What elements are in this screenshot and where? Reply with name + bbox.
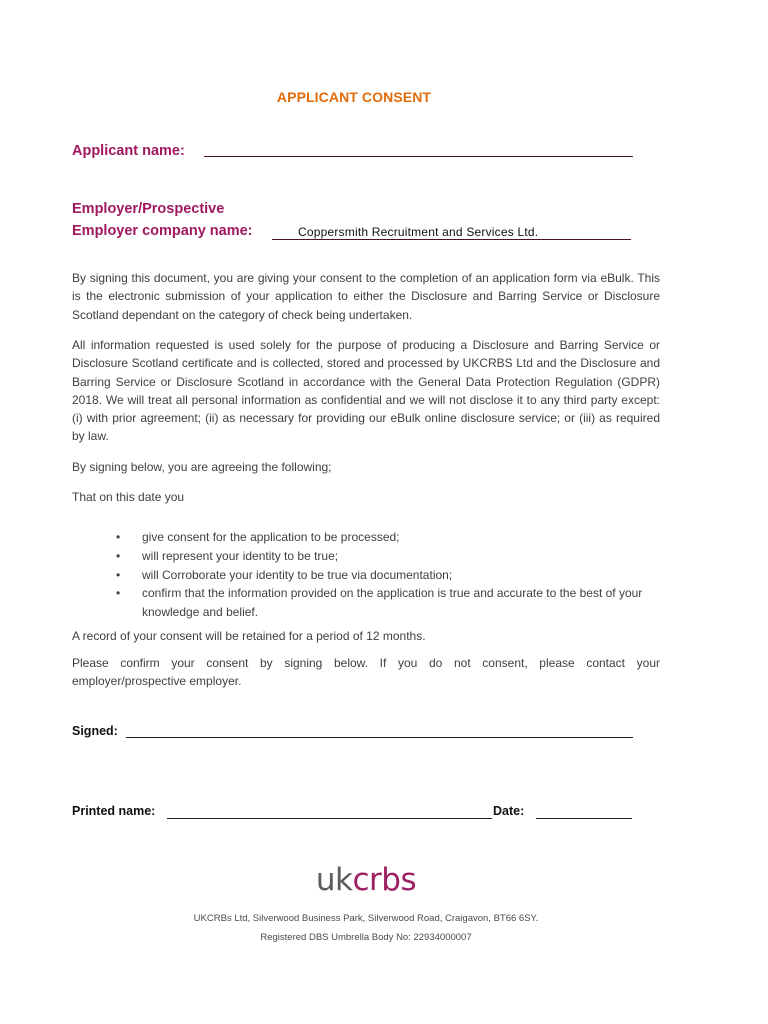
paragraph-data-use: All information requested is used solely for the purpose of producing a Disclosure and Barring Service or Disclosure Scotland certificate and is collected, stored and processed by UKCRBS Ltd and the Disclosure and Barring Service or Disclosure Scotland in accordance with the General Data Protection Regulation (GDPR) 2018. We will treat all personal information as confidential and we will not disclose it to any third party except: (i) with prior agreement; (ii) as necessary for providing our eBulk online disclosure service; or (iii) as required by law. <box>72 338 660 444</box>
logo-crbs-text: crbs <box>352 862 417 898</box>
paragraph-confirm: Please confirm your consent by signing below. If you do not consent, please contact your employer/prospective employer. <box>72 656 660 689</box>
printed-name-field-line[interactable] <box>167 818 492 819</box>
signed-label: Signed: <box>72 724 118 738</box>
employer-label-line1: Employer/Prospective <box>72 201 225 217</box>
bullet-icon: • <box>116 548 121 563</box>
bullet-icon: • <box>116 567 121 582</box>
paragraph-retention: A record of your consent will be retained for a period of 12 months. <box>72 629 426 643</box>
employer-label-line2: Employer company name: <box>72 223 253 239</box>
bullet-text: confirm that the information provided on the application is true and accurate to the best of your knowledge and belief. <box>142 586 643 620</box>
list-item <box>72 584 660 622</box>
paragraph-on-this-date: That on this date you <box>72 490 185 504</box>
bullet-text: give consent for the application to be processed; <box>142 530 400 544</box>
list-item <box>72 547 660 566</box>
date-field-line[interactable] <box>536 818 632 819</box>
date-label: Date: <box>493 804 525 818</box>
list-item <box>72 528 660 547</box>
printed-name-label: Printed name: <box>72 804 156 818</box>
paragraph-consent-intro: By signing this document, you are giving your consent to the completion of an application form via eBulk. This is the electronic submission of your application to either the Disclosure and Barring Service or Disclosure Scotland dependant on the category of check being undertaken. <box>72 271 660 322</box>
ukcrbs-logo <box>0 862 732 898</box>
applicant-name-label: Applicant name: <box>72 143 185 159</box>
page-title: APPLICANT CONSENT <box>276 89 432 105</box>
applicant-name-field-line[interactable] <box>204 156 633 157</box>
consent-bullet-list <box>72 528 660 622</box>
list-item <box>72 566 660 585</box>
employer-company-value: Coppersmith Recruitment and Services Ltd. <box>298 225 539 239</box>
employer-company-field-line[interactable] <box>272 239 631 240</box>
bullet-text: will represent your identity to be true; <box>142 548 339 563</box>
footer-address: UKCRBs Ltd, Silverwood Business Park, Silverwood Road, Craigavon, BT66 6SY. <box>193 913 539 924</box>
bullet-text: will Corroborate your identity to be true via documentation; <box>142 567 453 582</box>
paragraph-agreeing: By signing below, you are agreeing the following; <box>72 460 332 474</box>
bullet-icon: • <box>116 586 121 601</box>
footer-registration: Registered DBS Umbrella Body No: 22934000007 <box>260 932 472 943</box>
signature-field-line[interactable] <box>126 737 633 738</box>
bullet-icon: • <box>116 530 121 544</box>
logo-uk-text: uk <box>315 862 353 898</box>
